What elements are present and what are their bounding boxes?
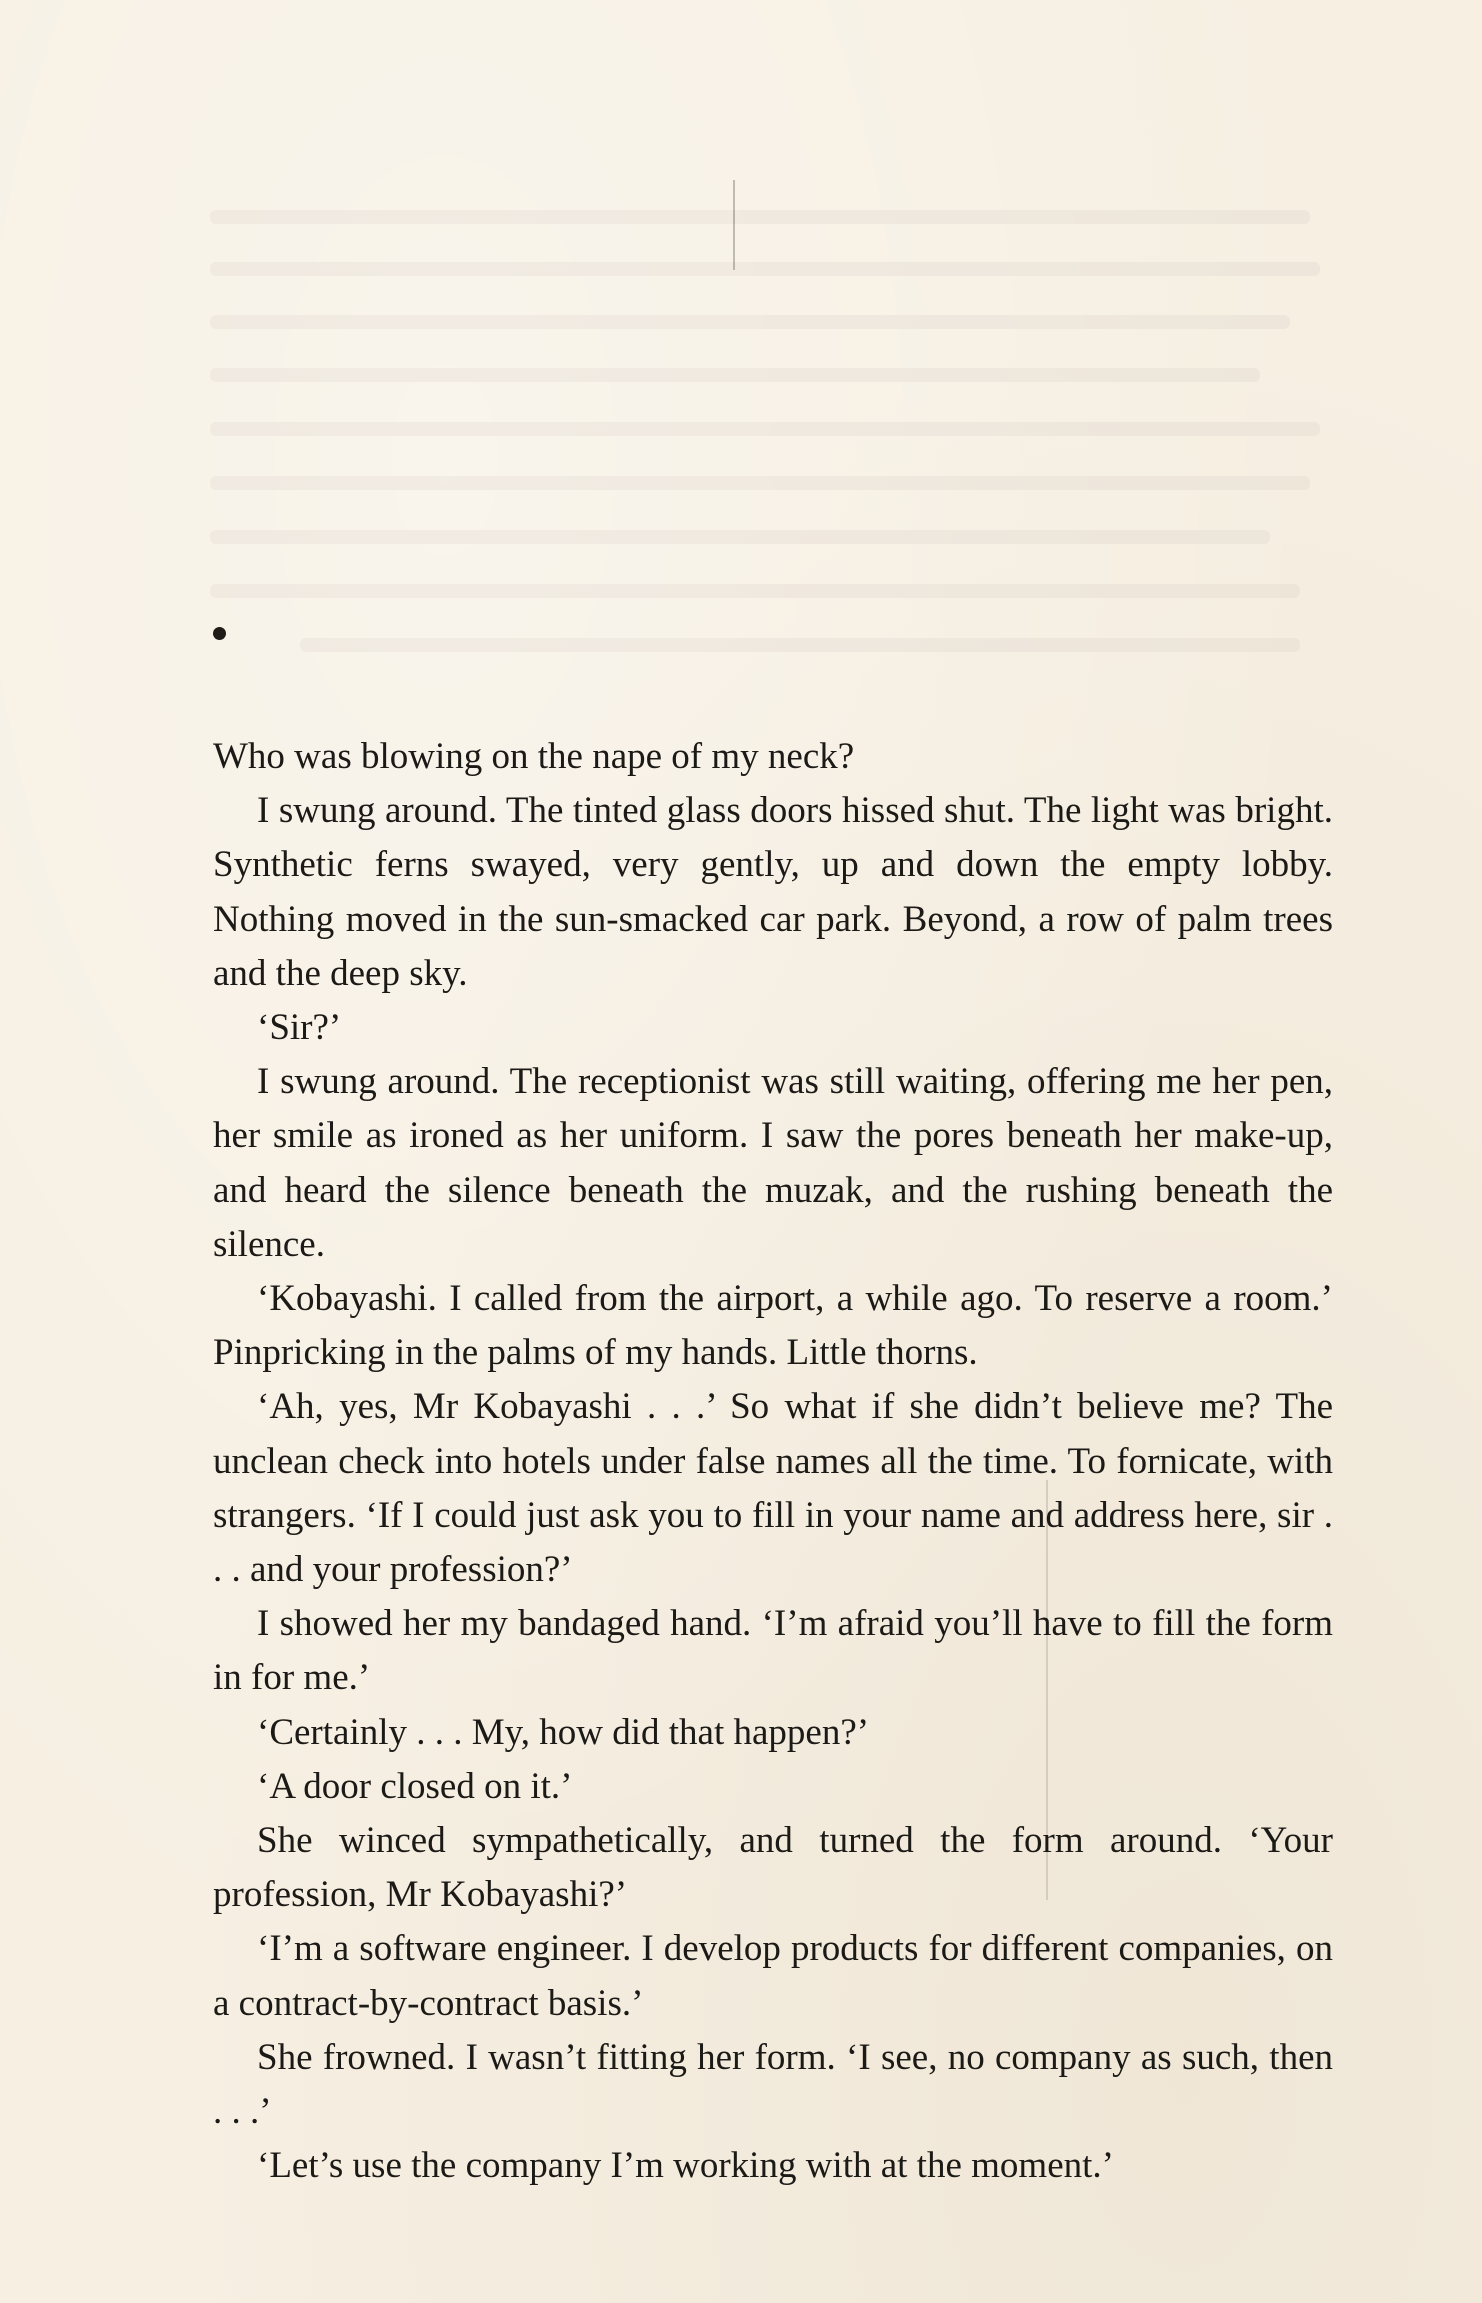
- show-through-line: [210, 476, 1310, 490]
- paragraph: ‘Let’s use the company I’m working with at the moment.’: [257, 2145, 1114, 2187]
- show-through-mark: [733, 180, 735, 270]
- paragraph: ‘I’m a software engineer. I develop products for different companies, on a contract-by-contract basis.’: [213, 1928, 1333, 2024]
- paragraph: Who was blowing on the nape of my neck?: [213, 736, 855, 777]
- show-through-line: [210, 262, 1320, 276]
- paragraph: ‘A door closed on it.’: [257, 1765, 573, 1807]
- paragraph: She winced sympathetically, and turned the form around. ‘Your profession, Mr Kobayashi?’: [213, 1820, 1333, 1916]
- paragraph: She frowned. I wasn’t fitting her form. ‘I see, no company as such, then . . .’: [213, 2036, 1333, 2133]
- paragraph: ‘Sir?’: [257, 1007, 342, 1049]
- show-through-line: [210, 210, 1310, 224]
- paragraph: ‘Kobayashi. I called from the airport, a while ago. To reserve a room.’ Pinpricking in the palms of my hands. Little thorns.: [213, 1278, 1333, 1374]
- paragraph: ‘Certainly . . . My, how did that happen?’: [257, 1711, 870, 1753]
- show-through-line: [210, 530, 1270, 544]
- paragraph: I swung around. The receptionist was still waiting, offering me her pen, her smile as ironed as her uniform. I saw the pores beneath her make-up, and heard the silence beneath the muzak, and the rushing beneath the silence.: [213, 1061, 1333, 1265]
- section-break-bullet: [213, 627, 226, 640]
- show-through-line: [210, 315, 1290, 329]
- body-text: [213, 730, 1333, 2193]
- show-through-line: [210, 422, 1320, 436]
- paragraph: I swung around. The tinted glass doors hissed shut. The light was bright. Synthetic ferns swayed, very gently, up and down the empty lobby. Nothing moved in the sun-smacked car park. Beyond, a row of palm trees and the deep sky.: [213, 790, 1333, 994]
- show-through-line: [300, 638, 1300, 652]
- show-through-line: [210, 368, 1260, 382]
- show-through-line: [210, 584, 1300, 598]
- paragraph: I showed her my bandaged hand. ‘I’m afraid you’ll have to fill the form in for me.’: [213, 1603, 1333, 1699]
- paragraph: ‘Ah, yes, Mr Kobayashi . . .’ So what if she didn’t believe me? The unclean check into hotels under false names all the time. To fornicate, with strangers. ‘If I could just ask you to fill in your name and address here, sir . . . and your profession?’: [213, 1386, 1333, 1591]
